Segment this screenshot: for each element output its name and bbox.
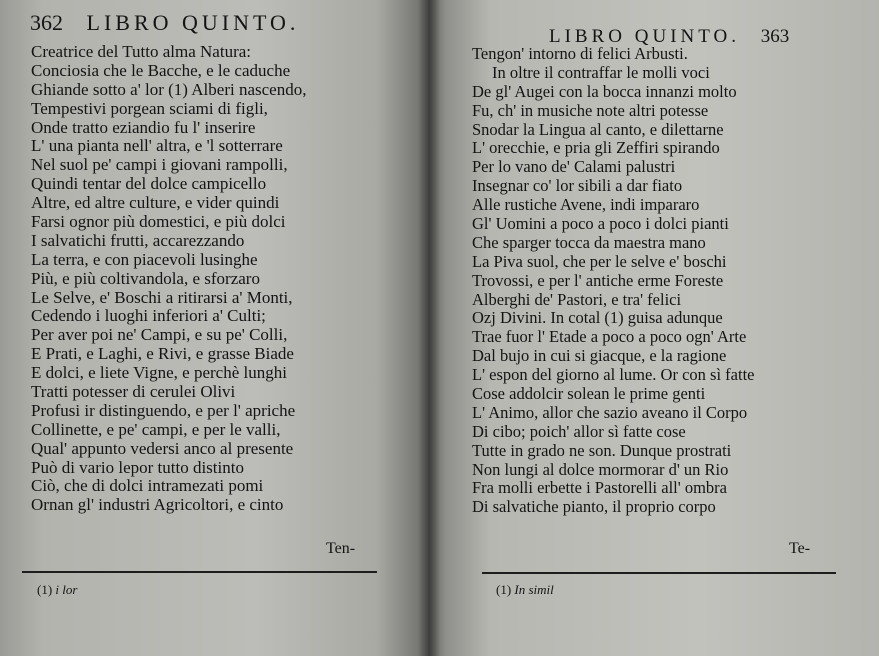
verse-line: Le Selve, e' Boschi a ritirarsi a' Monti, (31, 287, 293, 307)
verse-line: Alle rustiche Avene, indi impararo (472, 195, 700, 215)
verse-line: Più, e più coltivandola, e sforzaro (31, 268, 260, 288)
right-footnote-marker: (1) (496, 582, 512, 597)
right-page-number: 363 (760, 26, 790, 47)
verse-line: Fra molli erbette i Pastorelli all' ombra (472, 478, 727, 498)
verse-line: Onde tratto eziandio fu l' inserire (31, 117, 256, 137)
left-running-head: LIBRO QUINTO. (86, 10, 300, 35)
left-footnote-marker: (1) (37, 582, 53, 597)
right-catchword: Te- (789, 540, 811, 557)
verse-line: Ghiande sotto a' lor (1) Alberi nascendo, (31, 79, 307, 99)
verse-line: Di salvatiche pianto, il proprio corpo (472, 497, 716, 517)
left-page (0, 0, 428, 656)
verse-line: Snodar la Lingua al canto, e dilettarne (472, 119, 724, 139)
verse-line: L' orecchie, e pria gli Zeffiri spirando (472, 138, 720, 158)
verse-line: Nel suol pe' campi i giovani rampolli, (31, 155, 288, 175)
verse-line: Tutte in grado ne son. Dunque prostrati (472, 440, 732, 460)
verse-line: Farsi ognor più domestici, e più dolci (31, 212, 286, 232)
verse-line: L' espon del giorno al lume. Or con sì fatte (472, 365, 755, 385)
verse-line: De gl' Augei con la bocca innanzi molto (472, 81, 737, 101)
verse-line: Trovossi, e per l' antiche erme Foreste (472, 270, 724, 290)
verse-line: Altre, ed altre culture, e vider quindi (31, 193, 280, 213)
left-page-number: 362 (30, 10, 63, 35)
left-verse-lines (31, 43, 306, 515)
book-gutter (418, 0, 440, 656)
verse-line: Creatrice del Tutto alma Natura: (31, 42, 251, 61)
verse-line: Trae fuor l' Etade a poco a poco ogn' Arte (472, 327, 747, 347)
verse-line: L' Animo, allor che sazio aveano il Corpo (472, 402, 748, 422)
verse-line: Quindi tentar del dolce campicello (31, 174, 267, 194)
verse-line: I salvatichi frutti, accarezzando (31, 230, 245, 250)
verse-line: La terra, e con piacevoli lusinghe (31, 249, 258, 269)
verse-line: Ciò, che di dolci intramezati pomi (31, 476, 264, 496)
verse-line: Profusi ir distinguendo, e per l' apriche (31, 400, 296, 420)
right-verse-lines (472, 45, 754, 517)
verse-line: Collinette, e pe' campi, e per le valli, (31, 419, 281, 439)
verse-line: Non lungi al dolce mormorar d' un Rio (472, 459, 729, 479)
verse-line: Alberghi de' Pastori, e tra' felici (472, 289, 682, 309)
left-footnote-text: i lor (55, 582, 78, 597)
verse-line: Conciosia che le Bacche, e le caduche (31, 60, 291, 80)
left-header (30, 10, 299, 36)
verse-line: L' una pianta nell' altra, e 'l sotterrare (31, 136, 283, 156)
left-footnote-rule (22, 571, 377, 573)
verse-line: Può di vario lepor tutto distinto (31, 457, 244, 477)
verse-line: Qual' appunto vedersi anco al presente (31, 438, 294, 458)
left-footnote (37, 582, 77, 598)
verse-line: Gl' Uomini a poco a poco i dolci pianti (472, 214, 729, 234)
verse-line: Tempestivi porgean sciami di figli, (31, 98, 268, 118)
verse-line: Fu, ch' in musiche note altri potesse (472, 100, 709, 120)
verse-line: La Piva suol, che per le selve e' boschi (472, 251, 727, 271)
verse-line: Per lo vano de' Calami palustri (472, 157, 676, 177)
verse-line: Insegnar co' lor sibili a dar fiato (472, 176, 683, 196)
verse-line: Di cibo; poich' allor sì fatte cose (472, 421, 686, 441)
right-footnote-text: In simil (514, 582, 554, 597)
verse-line: Ornan gl' industri Agricoltori, e cinto (31, 495, 284, 515)
verse-line: Per aver poi ne' Campi, e su pe' Colli, (31, 325, 288, 345)
right-footnote-rule (482, 572, 836, 574)
right-footnote (496, 582, 554, 598)
verse-line: Tengon' intorno di felici Arbusti. (472, 44, 688, 63)
verse-line: Ozj Divini. In cotal (1) guisa adunque (472, 308, 723, 328)
verse-line: Che sparger tocca da maestra mano (472, 232, 706, 252)
verse-line: Tratti potesser di cerulei Olivi (31, 382, 236, 402)
verse-line: In oltre il contraffar le molli voci (492, 62, 710, 82)
verse-line: E dolci, e liete Vigne, e perchè lunghi (31, 363, 287, 383)
verse-line: Cedendo i luoghi inferiori a' Culti; (31, 306, 266, 326)
verse-line: Dal bujo in cui si giacque, e la ragione (472, 346, 727, 366)
verse-line: E Prati, e Laghi, e Rivi, e grasse Biade (31, 344, 294, 364)
left-catchword: Ten- (326, 540, 356, 557)
right-running-head: LIBRO QUINTO. (549, 26, 740, 47)
verse-line: Cose addolcir solean le prime genti (472, 384, 706, 404)
